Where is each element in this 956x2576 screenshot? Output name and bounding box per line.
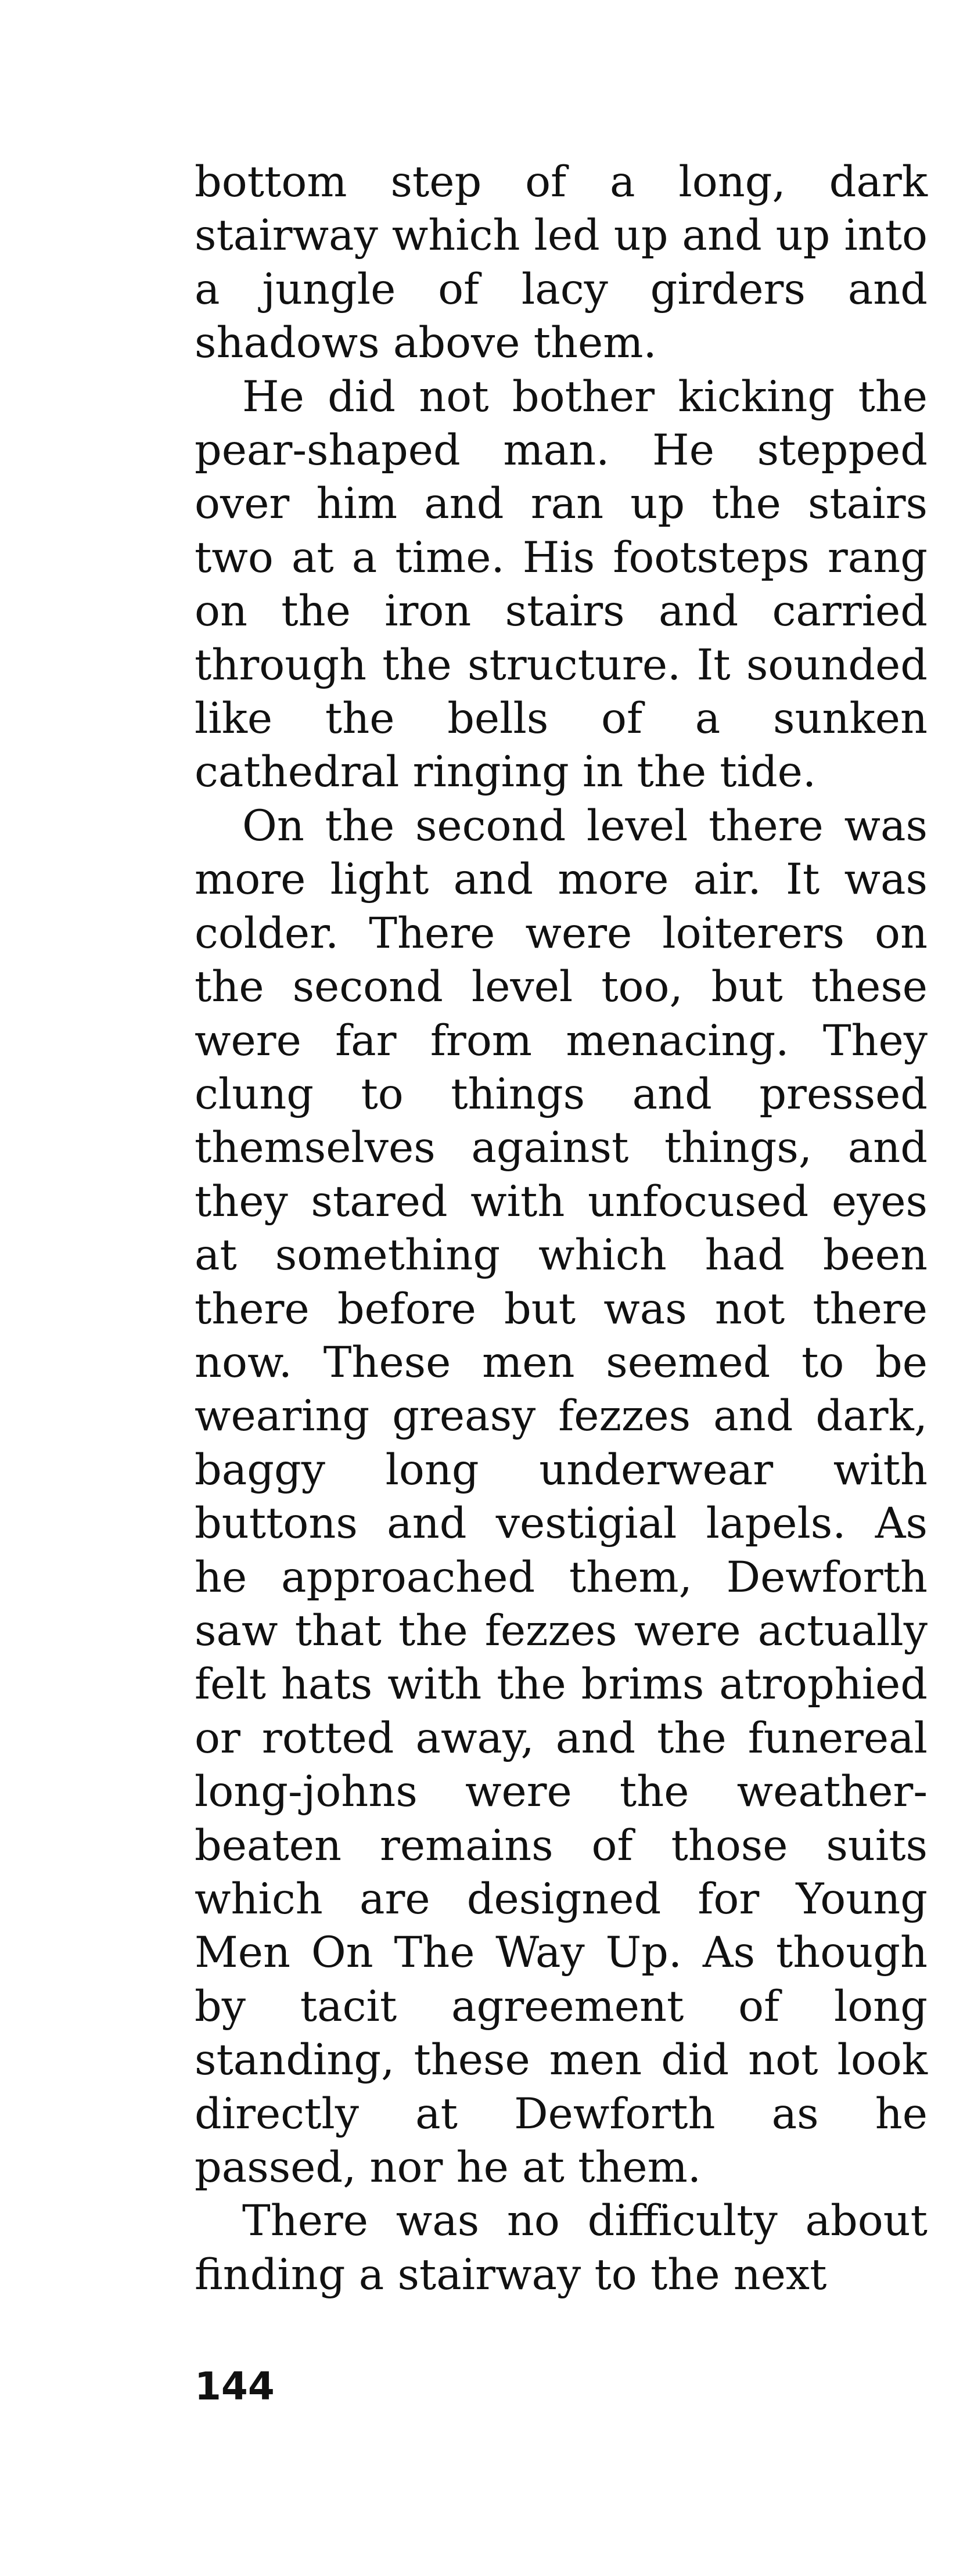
body-text: [195, 156, 928, 2302]
page-number: 144: [195, 2364, 275, 2409]
paragraph-1: bottom step of a long, dark stairway which led up and up into a jungle of lacy girders and shadows above them.: [195, 157, 928, 368]
paragraph-4: There was no difficulty about finding a stairway to the next: [195, 2196, 928, 2300]
paragraph-2: He did not bother kicking the pear-shaped man. He stepped over him and ran up the stairs two at a time. His footsteps rang on the iron stairs and carried through the structure. It sounded like the bells of a sunken cathedral ringing in the tide.: [195, 372, 928, 797]
paragraph-3: On the second level there was more light and more air. It was colder. There were loiterers on the second level too, but these were far from menacing. They clung to things and pressed themselves against things, and they stared with unfocused eyes at something which had been there before but was not there now. These men seemed to be wearing greasy fezzes and dark, baggy long underwear with buttons and vestigial lapels. As he approached them, Dewforth saw that the fezzes were actually felt hats with the brims atrophied or rotted away, and the funereal long-johns were the weather-beaten remains of those suits which are designed for Young Men On The Way Up. As though by tacit agreement of long standing, these men did not look directly at Dewforth as he passed, nor he at them.: [195, 801, 928, 2193]
